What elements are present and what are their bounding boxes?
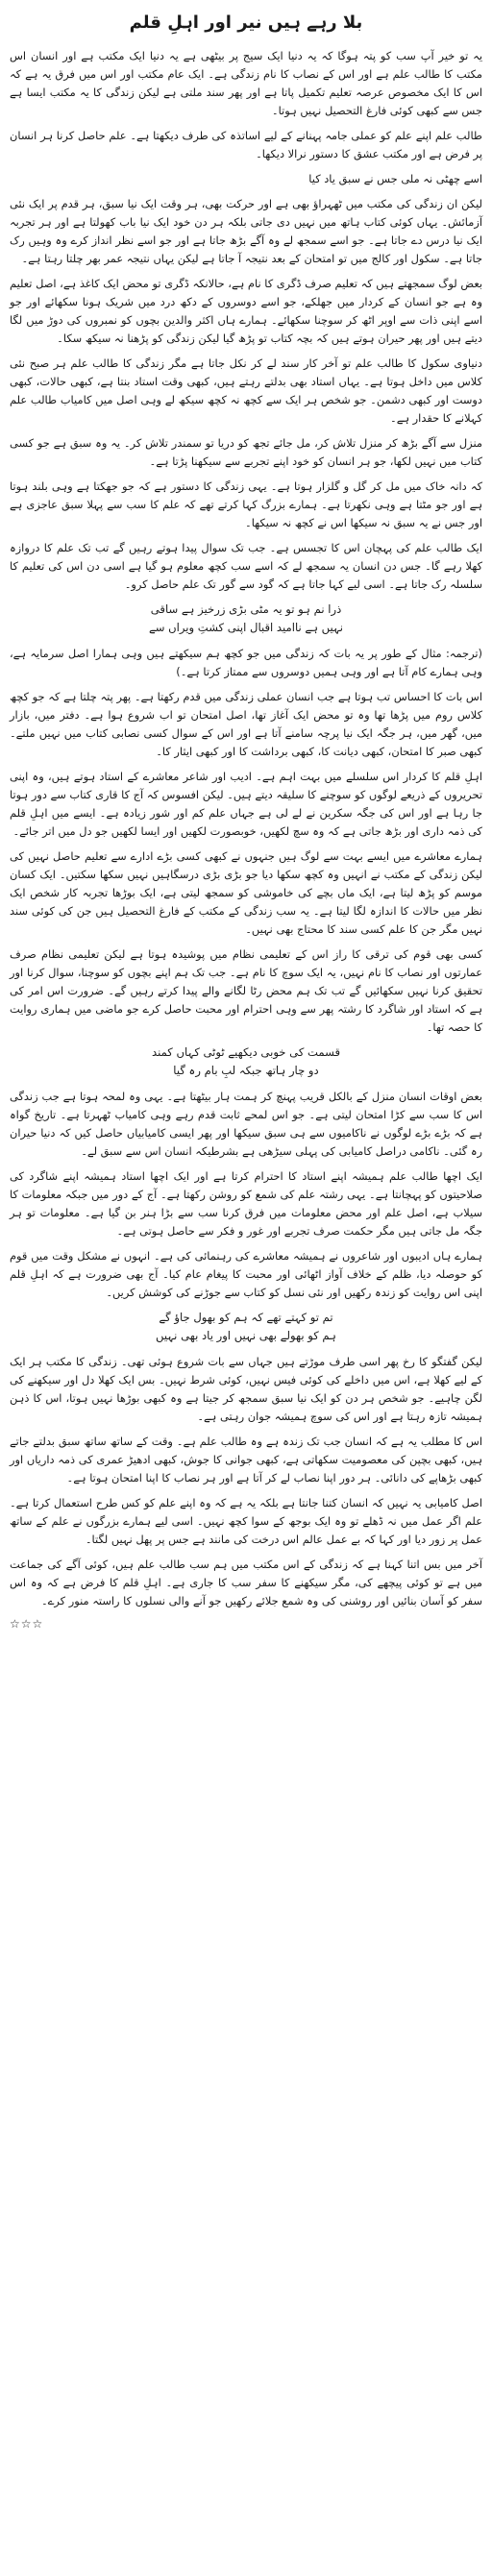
article-paragraph: یہ تو خیر آپ سب کو پتہ ہوگا کہ یہ دنیا ایک سیج پر بیٹھی ہے یہ دنیا ایک مکتب ہے اور انسان اس مکتب کا طالب علم ہے اور اس کے نصاب کا نام زندگی ہے۔ ایک عام مکتب اور اس میں فرق یہ ہے کہ اس کا ایک مخصوص عرصہ تعلیم تکمیل پاتا ہے اور پھر سند ملتی ہے لیکن زندگی کا یہ مکتب ایسا ہے جس سے کبھی کوئی فارغ التحصیل نہیں ہوتا۔	[10, 49, 482, 117]
couplet-line: دو چار ہاتھ جبکہ لبِ بام رہ گیا	[173, 1064, 319, 1077]
article-paragraph: اس کا مطلب یہ ہے کہ انسان جب تک زندہ ہے وہ طالب علم ہے۔ وقت کے ساتھ ساتھ سبق بدلتے جاتے ہیں، کبھی بچپن کی معصومیت سکھاتی ہے، کبھی جوانی کا جوش، کبھی ادھیڑ عمری کی ذمہ داریاں اور کبھی بڑھاپے کی دانائی۔ ہر دور اپنا نصاب لے کر آتا ہے اور ہر نصاب کا اپنا امتحان ہوتا ہے۔	[10, 1435, 482, 1484]
poetry-couplet	[10, 601, 482, 637]
article-paragraph: اسے چھٹی نہ ملی جس نے سبق یاد کیا	[308, 172, 482, 185]
article-paragraph: ہمارے معاشرے میں ایسے بہت سے لوگ ہیں جنہوں نے کبھی کسی بڑے ادارے سے تعلیم حاصل نہیں کی لیکن زندگی کے مکتب نے انہیں وہ کچھ سکھا دیا جو بڑی بڑی درسگاہیں نہیں سکھا سکتیں۔ ایک کسان موسم کو پڑھ لیتا ہے، ایک ماں بچے کی خاموشی کو سمجھ لیتی ہے، ایک بوڑھا تجربہ کار شخص ایک نظر میں حالات کا اندازہ لگا لیتا ہے۔ یہ سب زندگی کے مکتب کے فارغ التحصیل ہیں جن کی کوئی سند نہیں مگر جن کا علم کسی سند کا محتاج بھی نہیں۔	[10, 849, 482, 936]
article-paragraph: آخر میں بس اتنا کہنا ہے کہ زندگی کے اس مکتب میں ہم سب طالب علم ہیں، کوئی آگے کی جماعت میں ہے تو کوئی پیچھے کی، مگر سیکھنے کا سفر سب کا جاری ہے۔ اہلِ قلم کا فرض ہے کہ وہ اس سفر کو آسان بنائیں اور روشنی کی وہ شمع جلائے رکھیں جو آنے والی نسلوں کا راستہ منور کرے۔	[10, 1558, 482, 1607]
couplet-line: قسمت کی خوبی دیکھیے ٹوٹی کہاں کمند	[151, 1045, 340, 1059]
article-paragraph: ایک طالب علم کی پہچان اس کا تجسس ہے۔ جب تک سوال پیدا ہوتے رہیں گے تب تک علم کا دروازہ کھلا رہے گا۔ جس دن انسان یہ سمجھ لے کہ اسے سب کچھ معلوم ہو گیا ہے اسی دن اس کی تعلیم کا سلسلہ رک جاتا ہے۔ اسی لیے کہا جاتا ہے کہ گود سے گور تک علم حاصل کرو۔	[10, 541, 482, 591]
end-of-article-stars: ☆☆☆	[10, 1617, 44, 1631]
article-paragraph: (ترجمہ: مثال کے طور پر یہ بات کہ زندگی میں جو کچھ ہم سیکھتے ہیں وہی ہمارا اصل سرمایہ ہے، وہی ہمارے کام آتا ہے اور وہی ہمیں دوسروں سے ممتاز کرتا ہے۔)	[10, 647, 482, 678]
couplet-line: ذرا نم ہو تو یہ مٹی بڑی زرخیز ہے ساقی	[150, 602, 342, 616]
couplet-line: تم تو کہتے تھے کہ ہم کو بھول جاؤ گے	[159, 1311, 333, 1324]
article-paragraph: کسی بھی قوم کی ترقی کا راز اس کے تعلیمی نظام میں پوشیدہ ہوتا ہے لیکن تعلیمی نظام صرف عمارتوں اور نصاب کا نام نہیں، یہ ایک سوچ کا نام ہے۔ جب تک ہم اپنے بچوں کو سوچنا، سوال کرنا اور تحقیق کرنا نہیں سکھائیں گے تب تک ہم محض رٹا لگانے والے پیدا کرتے رہیں گے۔ ضرورت اس امر کی ہے کہ استاد اور شاگرد کا رشتہ پھر سے وہی احترام اور محبت حاصل کرے جو ماضی میں ہماری روایت کا حصہ تھا۔	[10, 947, 482, 1034]
couplet-line: نہیں ہے ناامید اقبال اپنی کشتِ ویراں سے	[148, 621, 344, 634]
article-paragraph: لیکن ان زندگی کی مکتب میں ٹھہراؤ بھی ہے اور حرکت بھی، ہر وقت ایک نیا سبق، ہر قدم پر ایک نئی آزمائش۔ یہاں کوئی کتاب ہاتھ میں نہیں دی جاتی بلکہ ہر دن خود ایک نیا باب کھولتا ہے اور ہر تجربہ ایک نیا درس دے جاتا ہے۔ جو اسے سمجھ لے وہ آگے بڑھ جاتا ہے اور جو اسے نظر انداز کرے وہ وہیں رک جاتا ہے۔ سکول اور کالج میں تو امتحان کے بعد نتیجہ آ جاتا ہے لیکن یہاں نتیجہ عمر بھر چلتا رہتا ہے۔	[10, 197, 482, 265]
poetry-couplet	[10, 1043, 482, 1080]
article-paragraph: دنیاوی سکول کا طالب علم تو آخر کار سند لے کر نکل جاتا ہے مگر زندگی کا طالب علم ہر صبح نئی کلاس میں داخل ہوتا ہے۔ یہاں استاد بھی بدلتے رہتے ہیں، کبھی وقت استاد بنتا ہے، کبھی حالات، کبھی دوست اور کبھی دشمن۔ جو شخص ہر ایک سے کچھ نہ کچھ سیکھ لے وہی اصل میں کامیاب طالب علم کہلانے کا حقدار ہے۔	[10, 356, 482, 425]
couplet-line: ہم کو بھولے بھی نہیں اور یاد بھی نہیں	[156, 1329, 336, 1342]
article	[10, 0, 482, 1631]
article-paragraph: اس بات کا احساس تب ہوتا ہے جب انسان عملی زندگی میں قدم رکھتا ہے۔ پھر پتہ چلتا ہے کہ جو کچھ کلاس روم میں پڑھا تھا وہ تو محض ایک آغاز تھا، اصل امتحان تو اب شروع ہوا ہے۔ دفتر میں، بازار میں، گھر میں، ہر جگہ ایک نیا پرچہ سامنے آتا ہے اور اس کے سوال کسی نصابی کتاب میں نہیں ملتے۔ کبھی صبر کا امتحان، کبھی دیانت کا، کبھی برداشت کا اور کبھی ایثار کا۔	[10, 690, 482, 758]
article-paragraph: منزل سے آگے بڑھ کر منزل تلاش کر، مل جائے تجھ کو دریا تو سمندر تلاش کر۔ یہ وہ سبق ہے جو کسی کتاب میں نہیں لکھا، جو ہر انسان کو خود اپنے تجربے سے سیکھنا پڑتا ہے۔	[10, 436, 482, 468]
article-paragraph: ہمارے ہاں ادیبوں اور شاعروں نے ہمیشہ معاشرے کی رہنمائی کی ہے۔ انہوں نے مشکل وقت میں قوم کو حوصلہ دیا، ظلم کے خلاف آواز اٹھائی اور محبت کا پیغام عام کیا۔ آج بھی ضرورت ہے کہ اہلِ قلم اپنی اس روایت کو زندہ رکھیں اور نئی نسل کو کتاب سے جوڑنے کی کوشش کریں۔	[10, 1249, 482, 1299]
article-paragraph: طالب علم اپنے علم کو عملی جامہ پہنانے کے لیے اساتذہ کی طرف دیکھتا ہے۔ علم حاصل کرنا ہر انسان پر فرض ہے اور مکتب عشق کا دستور نرالا دیکھا۔	[10, 129, 482, 160]
article-paragraph: بعض لوگ سمجھتے ہیں کہ تعلیم صرف ڈگری کا نام ہے، حالانکہ ڈگری تو محض ایک کاغذ ہے، اصل تعلیم وہ ہے جو انسان کے کردار میں جھلکے، جو اسے دوسروں کے دکھ درد میں شریک ہونا سکھائے اور جو اسے اپنی ذات سے اوپر اٹھ کر سوچنا سکھائے۔ ہمارے ہاں اکثر والدین بچوں کو نمبروں کی دوڑ میں لگا دیتے ہیں اور پھر حیران ہوتے ہیں کہ بچہ کتاب تو پڑھ گیا لیکن زندگی کو پڑھنا نہ سیکھ سکا۔	[10, 277, 482, 345]
article-paragraph: بعض اوقات انسان منزل کے بالکل قریب پہنچ کر ہمت ہار بیٹھتا ہے۔ یہی وہ لمحہ ہوتا ہے جب زندگی اس کا سب سے کڑا امتحان لیتی ہے۔ جو اس لمحے ثابت قدم رہے وہی کامیاب ٹھہرتا ہے۔ تاریخ گواہ ہے کہ بڑے بڑے لوگوں نے ناکامیوں سے ہی سبق سیکھا اور پھر ایسی کامیابیاں حاصل کیں کہ دنیا حیران رہ گئی۔ ناکامی دراصل کامیابی کی پہلی سیڑھی ہے بشرطیکہ انسان اس سے سبق لے۔	[10, 1090, 482, 1158]
article-paragraph: کہ دانہ خاک میں مل کر گل و گلزار ہوتا ہے۔ یہی زندگی کا دستور ہے کہ جو جھکتا ہے وہی بلند ہوتا ہے اور جو مٹتا ہے وہی نکھرتا ہے۔ ہمارے بزرگ کہا کرتے تھے کہ علم کا سب سے پہلا سبق عاجزی ہے اور جس نے یہ سبق نہ سیکھا اس نے کچھ نہ سیکھا۔	[10, 479, 482, 529]
article-paragraph: لیکن گفتگو کا رخ پھر اسی طرف موڑتے ہیں جہاں سے بات شروع ہوئی تھی۔ زندگی کا مکتب ہر ایک کے لیے کھلا ہے، اس میں داخلے کی کوئی فیس نہیں، کوئی شرط نہیں۔ بس ایک کھلا دل اور سیکھنے کی لگن چاہیے۔ جو شخص ہر دن کو ایک نیا سبق سمجھ کر جیتا ہے وہ کبھی بوڑھا نہیں ہوتا، اس کا ذہن ہمیشہ تازہ رہتا ہے اور اس کی سوچ ہمیشہ جوان رہتی ہے۔	[10, 1355, 482, 1423]
article-paragraph: اہلِ قلم کا کردار اس سلسلے میں بہت اہم ہے۔ ادیب اور شاعر معاشرے کے استاد ہوتے ہیں، وہ اپنی تحریروں کے ذریعے لوگوں کو سوچنے کا سلیقہ دیتے ہیں۔ لیکن افسوس کہ آج کا قاری کتاب سے دور ہوتا جا رہا ہے اور اس کی جگہ سکرین نے لے لی ہے جہاں علم کم اور شور زیادہ ہے۔ ایسے میں اہلِ قلم کی ذمہ داری اور بڑھ جاتی ہے کہ وہ سچ لکھیں، خوبصورت لکھیں اور ایسا لکھیں جو دل میں اتر جائے۔	[10, 770, 482, 838]
article-paragraph: اصل کامیابی یہ نہیں کہ انسان کتنا جانتا ہے بلکہ یہ ہے کہ وہ اپنے علم کو کس طرح استعمال کرتا ہے۔ علم اگر عمل میں نہ ڈھلے تو وہ ایک بوجھ کے سوا کچھ نہیں۔ اسی لیے ہمارے بزرگوں نے علم کے ساتھ عمل پر زور دیا اور کہا کہ بے عمل عالم اس درخت کی مانند ہے جس پر پھل نہیں لگتا۔	[10, 1496, 482, 1546]
poetry-couplet	[10, 1309, 482, 1345]
article-paragraph: ایک اچھا طالب علم ہمیشہ اپنے استاد کا احترام کرتا ہے اور ایک اچھا استاد ہمیشہ اپنے شاگرد کی صلاحیتوں کو پہچانتا ہے۔ یہی رشتہ علم کی شمع کو روشن رکھتا ہے۔ آج کے دور میں جبکہ معلومات کا سیلاب ہے، اصل علم اور محض معلومات میں فرق کرنا سب سے بڑا ہنر بن گیا ہے۔ معلومات تو ہر جگہ مل جاتی ہیں مگر حکمت صرف تجربے اور غور و فکر سے حاصل ہوتی ہے۔	[10, 1169, 482, 1238]
article-title: بلا رہے ہیں نیر اور اہلِ قلم	[129, 12, 363, 33]
